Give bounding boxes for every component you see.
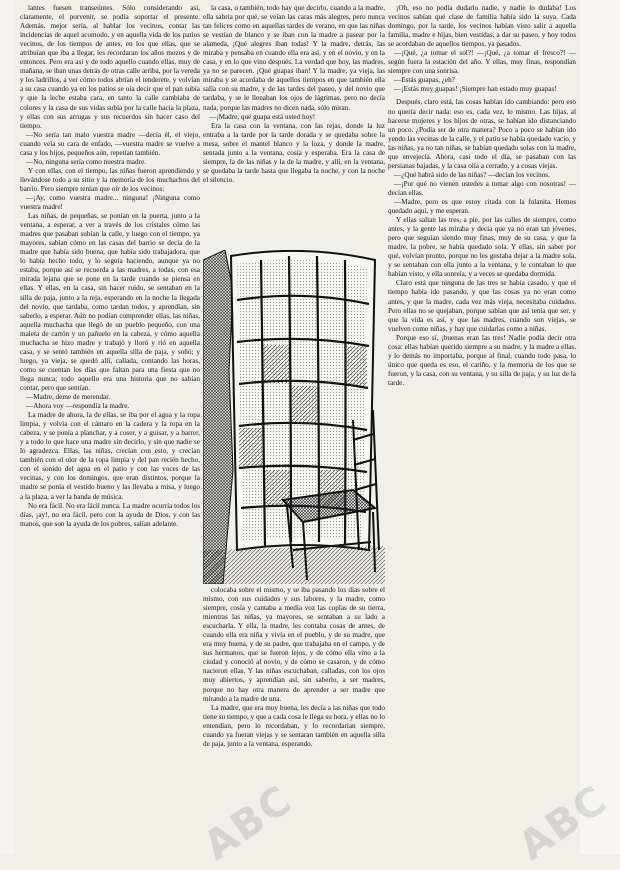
paragraph: Y ellas salían las tres, a pie, por las calles de siempre, como antes, y la gente las miraba y decía que ya no eran tan jóvenes, pero que seguían siendo muy finas, muy de su casa, y que la madre, la pobre, se había quedado sola. Y ellas, sin saber por qué, volvían pronto, porque no les gustaba dejar a la madre sola, y se sentaban con ella junto a la ventana, y le contaban lo que habían visto, y ella sonreía, y a veces se quedaba dormida. bbox=[388, 216, 576, 279]
paragraph: la casa, o también, todo hay que decirlo, cuando a la madre, ella sabría por qué, se veían las caras más alegres, pero nunca tan felices como en aquellas tardes de verano, en que las niñas se vestían de blanco y se iban con la madre a pasear por la alameda, ¡Qué alegres iban todas! Y la madre, detrás, las miraba y pensaba en cuando ella era así, y en el novio, y en la casa, y en lo que vino después. La verdad que hoy, las madres, ya no se parecen. ¡Qué guapas iban! Y la madre, ya vieja, las miraba y se acordaba de aquellos tiempos en que también ella salía con su madre, y de las tardes del paseo, y del novio que tardaba, y se le llenaban los ojos de lágrimas, pero no decía nada, porque las madres no dicen nada, sólo miran. bbox=[203, 4, 385, 112]
paragraph: Porque eso sí, ¡buenas eran las tres! Nadie podía decir otra cosa: ellas habían querido siempre a su madre, y la madre a ellas, y lo demás no importaba, porque al final, cuando todo pasa, lo único que queda es eso, el cariño, y la memoria de los que se fueron, y la casa, con su ventana, y su silla de paja, y su luz de la tarde. bbox=[388, 333, 576, 387]
dialogue: —¡Madre, qué guapa está usted hoy! bbox=[209, 112, 316, 121]
dialogue: —Madre, pero es que estoy citada con la fulanita. Hemos quedado aquí, y me esperan. bbox=[388, 197, 576, 216]
dialogue: —¿Qué habrá sido de las niñas? —decían los vecinos. bbox=[394, 170, 550, 179]
dialogue: —Ahora voy —respondía la madre. bbox=[26, 402, 130, 411]
paragraph: La madre de ahora, la de ellas, se iba por el agua y la ropa limpia, y volvía con el cántaro en la cadera y la ropa en la cabeza, y se ponía a planchar, y a coser, y a guisar, y a barrer, y a todo lo que hace una madre sin decirlo, y sin que nadie se lo agradezca. Ellas, las niñas, crecían con esto, y crecían también con el olor de la ropa limpia y del pan recién hecho, con el sonido del agua en el patio y con las voces de las vecinas, y con los domingos, que eran distintos, porque la madre se ponía el vestido bueno y las llevaba a misa, y luego a la plaza, a ver la banda de música. bbox=[20, 411, 200, 501]
paragraph: ¡Oh, eso no podía dudarlo nadie, y nadie lo dudaba! Los vecinos sabían qué clase de familia había sido la suya. Cada domingo, por la tarde, los vecinos habían visto salir a aquella familia, madre e hijas, bien vestidas, a dar su paseo, y hoy todos se acordaban de aquellos tiempos, ya pasados. bbox=[388, 4, 576, 49]
dialogue: —¡Ay, como vuestra madre... ninguna! ¡Ninguna como vuestra madre! bbox=[20, 193, 200, 212]
right-margin bbox=[580, 0, 620, 854]
abc-watermark: ABC bbox=[195, 776, 302, 870]
paragraph: colocaba sobre el mismo, y se iba pasando los días sobre el mismo, con sus cuidados y sus labores, y la madre, como siempre, cosía y cantaba a media voz las coplas de su tierra, mientras las niñas, ya mayores, se sentaban a su lado a escucharla. Y ella, la madre, les contaba cosas de antes, de cuando ella era niña y vivía en el pueblo, y de su madre, que era muy buena, y de su padre, que trabajaba en el campo, y de sus hermanos, que se fueron lejos, y de cómo ella vino a la ciudad y conoció al novio, y de cómo se casaron, y de cómo nacieron ellas. Y las niñas escuchaban, calladas, con los ojos muy abiertos, y aprendían así, sin saberlo, a ser madres, porque no hay otra manera de aprender a ser madre que mirando a la madre de una. bbox=[203, 586, 385, 703]
dialogue: —¡Por qué no vienen ustedes a tomar algo con nosotras! —decían ellas. bbox=[388, 179, 576, 197]
paragraph: No era fácil. No era fácil nunca. La madre ocurría todos los días, ¡ay!, no era fácil, pero con la ayuda de Dios, y con las manos, que son la ayuda de los pobres, salían adelante. bbox=[20, 501, 200, 528]
paragraph: Era la casa con la ventana, con las rejas, donde la luz entraba a la tarde por la tarde dorada y se quedaba sobre la mesa, sobre el mantel blanco y la loza, y donde la madre, sentada junto a la ventana, cosía y esperaba. Era la casa de siempre, la de las niñas y la de la madre, y allí, en la ventana, se quedaba la tarde hasta que llegaba la noche, y con la noche el silencio. bbox=[203, 121, 385, 184]
column-2-bottom bbox=[203, 586, 385, 840]
paragraph: Y con ellas, con el tiempo, las niñas fueron aprendiendo y llevándose todo a su sitio y la memoria de los muchachos del barrio. Pero siempre tenían que oír de los vecinos: bbox=[20, 166, 200, 193]
paragraph: Las niñas, de pequeñas, se ponían en la puerta, junto a la ventana, a esperar, a ver a través de los cristales cómo las madres que pasaban subían la calle, y luego con el tiempo, ya mayores, sabían cómo en las casas del barrio se decía de la madre que había sido buena, que había sido trabajadora, que lo había hecho todo, y lo seguía haciendo, aunque ya no estaba, porque así se recuerda a las madres, a todas, con esa mirada lejana que se pone en la tarde cuando se piensa en ellas. Y ellas, en la casa, sin hacer ruido, se sentaban en la silla de paja, junto a la reja, esperando en la noche la llegada del novio, que tardaba, como tardan todos, y aprendían, sin saberlo, a esperar. Aún no podían comprender ellas, las niñas, aquella muchacha que llegó de un pueblo pequeño, con una maleta de cartón y un pañuelo en la cabeza, y cómo aquella muchacha se hizo madre y trabajó y lloró y rió en aquella casa, y se sentó también en aquella silla de paja, y soñó; y luego, ya vieja, se quedó allí, callada, contando las horas, como se cuentan los días que faltan para una fiesta que no llega nunca; todo aquello era una historia que no sabían contar, pero que sentían. bbox=[20, 212, 200, 392]
dialogue: —¡Estás muy guapas! ¡Siempre han estado muy guapas! bbox=[394, 85, 557, 94]
abc-watermark: ABC bbox=[510, 776, 617, 870]
dialogue: —Estás guapas, ¿eh? bbox=[394, 76, 455, 85]
paragraph: Después, claro está, las cosas habían ido cambiando: pero eso no quería decir nada: eso es, cada vez, lo mismo. Las hijas, al hacerse mujeres y los hijos de otras, se habían ido distanciando un poco. ¿Podía ser de otra manera? Poco a poco se habían ido yendo las vecinas de la calle, y el patio se había quedado vacío, y las niñas, ya no tan niñas, se habían quedado solas con la madre, que envejecía. Ahora, casi todo el día, se pasaban con las persianas bajadas, y la casa olía a cerrado, y a cosas viejas. bbox=[388, 98, 576, 170]
paragraph: Claro está que ninguna de las tres se había casado, y que el tiempo había ido pasando, y que las cosas ya no eran como antes, y que la madre, cada vez más vieja, necesitaba cuidados. Pero ellas no se quejaban, porque sabían que así tenía que ser, y que la vida es así, y que las madres, cuando son viejas, se vuelven como niñas, y hay que cuidarlas como a niñas. bbox=[388, 279, 576, 333]
dialogue: —No sería tan malo vuestra madre —decía él, el viejo, cuando veía su cara de enfado, —vuestra madre se vuelve a casa y los hijos, pequeños aún, repetían también. bbox=[20, 130, 200, 157]
column-2-top bbox=[203, 4, 385, 249]
left-margin bbox=[0, 0, 14, 854]
paragraph: La madre, que era muy buena, les decía a las niñas que todo tiene su tiempo, y que a cada cosa le llega su hora, y ellas no lo entendían, pero lo recordaban, y lo recordarían siempre, cuando ya fueran viejas y se sentaran también en aquella silla de paja, junto a la ventana, esperando. bbox=[203, 703, 385, 748]
dialogue: —Madre, deme de merendar. bbox=[26, 393, 111, 402]
window-chair-illustration bbox=[203, 250, 385, 584]
dialogue: —¡Qué, ¿a tomar el sol?! —¡Qué, ¿a tomar el fresco?! —según fuera la estación del año. Y ellas, muy finas, respondían siempre con una sonrisa. bbox=[388, 49, 576, 76]
dialogue: —No, ninguna sería como nuestra madre. bbox=[26, 157, 146, 166]
paragraph: lantes fuesen transeúntes. Sólo considerando así, claramente, el porvenir, se podía soportar el presente. Además, mejor sería, al hablar los vecinos, contar las incidencias de aquel acomodo, y en aquella vida de los patios vecinos, de los tiempos de antes, en los que ellas, que se atribuían que iba a llegar, les recordaran los años mozos y de entonces. Pero era así y de todo aquello cuando ellas, muy de mañana, se iban unas detrás de otras calle arriba, por la vereda y los ladrillos, a ver cómo todos abrían el tenderete, y volvían a su casa cuando ya en los patios se oía decir que el pan subía y que la leche estaba cara, en tanto la calle cambiaba de colores y la casa de sus vidas subía por la calle hacia la plaza, y ellas con sus arrugas y sus recuerdos sin hacer caso del tiempo. bbox=[20, 4, 200, 130]
column-1 bbox=[20, 4, 200, 840]
column-3 bbox=[388, 4, 576, 840]
